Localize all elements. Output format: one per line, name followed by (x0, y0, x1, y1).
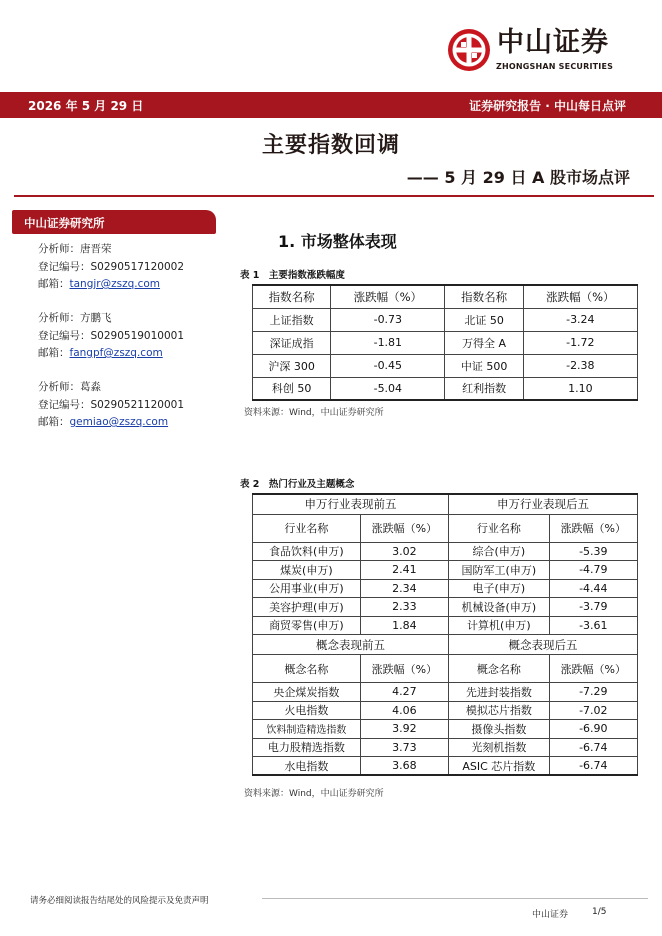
table-cell: 模拟芯片指数 (449, 701, 550, 720)
table-cell: -7.02 (549, 701, 637, 720)
zhongshan-logo-icon (447, 28, 491, 72)
group-header-row (253, 635, 638, 655)
sidebar-heading: 中山证券研究所 (12, 210, 216, 234)
table-cell: 3.68 (360, 757, 448, 776)
table-cell: -6.90 (549, 720, 637, 739)
column-header: 行业名称 (253, 514, 361, 542)
table-cell: 电力股精选指数 (253, 738, 361, 757)
email-label: 邮箱： (38, 278, 70, 290)
analyst-email-row (38, 276, 184, 294)
table-cell: 机械设备(申万) (449, 598, 550, 617)
group-header-row (253, 494, 638, 514)
table-cell: ASIC 芯片指数 (449, 757, 550, 776)
index-performance-table (252, 284, 638, 401)
table-row (253, 757, 638, 776)
table-cell: 综合(申万) (449, 542, 550, 561)
column-header: 行业名称 (449, 514, 550, 542)
analyst-block (38, 241, 184, 294)
table-cell: 3.73 (360, 738, 448, 757)
report-date: 2026 年 5 月 29 日 (28, 99, 144, 113)
group-header: 概念表现前五 (253, 635, 449, 655)
analyst-email-link[interactable]: gemiao@zszq.com (69, 416, 169, 428)
table-cell: -1.81 (331, 331, 445, 354)
table-row (253, 738, 638, 757)
table2-source: 资料来源：Wind，中山证券研究所 (244, 789, 384, 799)
analyst-name: 分析师：唐晋荣 (38, 243, 112, 255)
analyst-name: 分析师：葛淼 (38, 381, 101, 393)
report-subtitle: —— 5 月 29 日 A 股市场点评 (406, 168, 630, 187)
table-cell: -6.74 (549, 757, 637, 776)
column-header: 涨跌幅（%） (523, 285, 637, 308)
table-row (253, 683, 638, 702)
analyst-email-row (38, 345, 184, 363)
table-row (253, 331, 638, 354)
table1-source: 资料来源：Wind，中山证券研究所 (244, 408, 384, 418)
table-cell: 公用事业(申万) (253, 579, 361, 598)
column-header: 涨跌幅（%） (549, 655, 637, 683)
column-header: 涨跌幅（%） (331, 285, 445, 308)
group-header: 概念表现后五 (449, 635, 638, 655)
table-cell: 沪深 300 (253, 354, 331, 377)
table-cell: 央企煤炭指数 (253, 683, 361, 702)
table-row (253, 616, 638, 635)
table-cell: 3.92 (360, 720, 448, 739)
analyst-email-row (38, 414, 184, 432)
table-cell: 深证成指 (253, 331, 331, 354)
table2-caption: 表 2 热门行业及主题概念 (240, 479, 355, 490)
email-label: 邮箱： (38, 347, 70, 359)
table-cell: -3.24 (523, 308, 637, 331)
table-cell: 煤炭(申万) (253, 561, 361, 580)
column-header: 概念名称 (253, 655, 361, 683)
column-header: 涨跌幅（%） (360, 514, 448, 542)
table-header-row (253, 655, 638, 683)
table-row (253, 701, 638, 720)
column-header: 概念名称 (449, 655, 550, 683)
brand-name-cn: 中山证券 (497, 27, 609, 58)
table-cell: 先进封装指数 (449, 683, 550, 702)
table-cell: -0.45 (331, 354, 445, 377)
table-cell: -5.04 (331, 377, 445, 400)
table-header-row (253, 285, 638, 308)
table-row (253, 561, 638, 580)
group-header: 申万行业表现后五 (449, 494, 638, 514)
table-cell: -6.74 (549, 738, 637, 757)
table-row (253, 579, 638, 598)
table-cell: -3.79 (549, 598, 637, 617)
table-cell: -3.61 (549, 616, 637, 635)
table-cell: 光刻机指数 (449, 738, 550, 757)
table-cell: 食品饮料(申万) (253, 542, 361, 561)
table-cell: 万得全 A (445, 331, 523, 354)
table-cell: 4.06 (360, 701, 448, 720)
table-cell: -7.29 (549, 683, 637, 702)
table-row (253, 598, 638, 617)
page-number: 1/5 (592, 907, 607, 917)
table-cell: 2.41 (360, 561, 448, 580)
footer-firm: 中山证券 (532, 910, 569, 920)
table-cell: 计算机(申万) (449, 616, 550, 635)
table-cell: -5.39 (549, 542, 637, 561)
table-cell: 北证 50 (445, 308, 523, 331)
table-cell: 水电指数 (253, 757, 361, 776)
table-row (253, 377, 638, 400)
analyst-block (38, 379, 184, 432)
title-divider (14, 195, 654, 197)
table-cell: 美容护理(申万) (253, 598, 361, 617)
analyst-block (38, 310, 184, 363)
analyst-reg: 登记编号：S0290517120002 (38, 260, 185, 273)
section-heading: 1. 市场整体表现 (278, 232, 397, 251)
table-cell: 4.27 (360, 683, 448, 702)
report-title: 主要指数回调 (261, 133, 400, 158)
table-cell: 上证指数 (253, 308, 331, 331)
column-header: 指数名称 (445, 285, 523, 308)
footer-divider (262, 898, 648, 899)
analyst-name: 分析师：方鹏飞 (38, 312, 112, 324)
table-cell: 摄像头指数 (449, 720, 550, 739)
table-cell: 饮料制造精选指数 (253, 720, 361, 739)
column-header: 指数名称 (253, 285, 331, 308)
table-cell: 科创 50 (253, 377, 331, 400)
table-cell: 中证 500 (445, 354, 523, 377)
email-label: 邮箱： (38, 416, 70, 428)
table-cell: -1.72 (523, 331, 637, 354)
table-header-row (253, 514, 638, 542)
brand-name-en: ZHONGSHAN SECURITIES (496, 62, 614, 71)
column-header: 涨跌幅（%） (549, 514, 637, 542)
report-series: 证券研究报告 · 中山每日点评 (469, 99, 626, 113)
table-cell: 2.34 (360, 579, 448, 598)
column-header: 涨跌幅（%） (360, 655, 448, 683)
table-cell: -4.44 (549, 579, 637, 598)
analyst-email-link[interactable]: fangpf@zszq.com (69, 347, 163, 359)
table-cell: 3.02 (360, 542, 448, 561)
table-cell: 红利指数 (445, 377, 523, 400)
analyst-reg: 登记编号：S0290521120001 (38, 398, 185, 411)
table-cell: 火电指数 (253, 701, 361, 720)
table-cell: -0.73 (331, 308, 445, 331)
group-header: 申万行业表现前五 (253, 494, 449, 514)
table-cell: 商贸零售(申万) (253, 616, 361, 635)
table-cell: 1.10 (523, 377, 637, 400)
table-cell: -2.38 (523, 354, 637, 377)
table-cell: 电子(申万) (449, 579, 550, 598)
table-row (253, 354, 638, 377)
table-cell: 2.33 (360, 598, 448, 617)
table1-caption: 表 1 主要指数涨跌幅度 (240, 270, 345, 281)
table-cell: 1.84 (360, 616, 448, 635)
table-cell: -4.79 (549, 561, 637, 580)
disclaimer-note: 请务必细阅读报告结尾处的风险提示及免责声明 (30, 896, 209, 906)
hot-sectors-table (252, 493, 638, 776)
table-row (253, 308, 638, 331)
table-row (253, 542, 638, 561)
table-row (253, 720, 638, 739)
table-cell: 国防军工(申万) (449, 561, 550, 580)
analyst-email-link[interactable]: tangjr@zszq.com (69, 278, 161, 290)
analyst-reg: 登记编号：S0290519010001 (38, 329, 185, 342)
